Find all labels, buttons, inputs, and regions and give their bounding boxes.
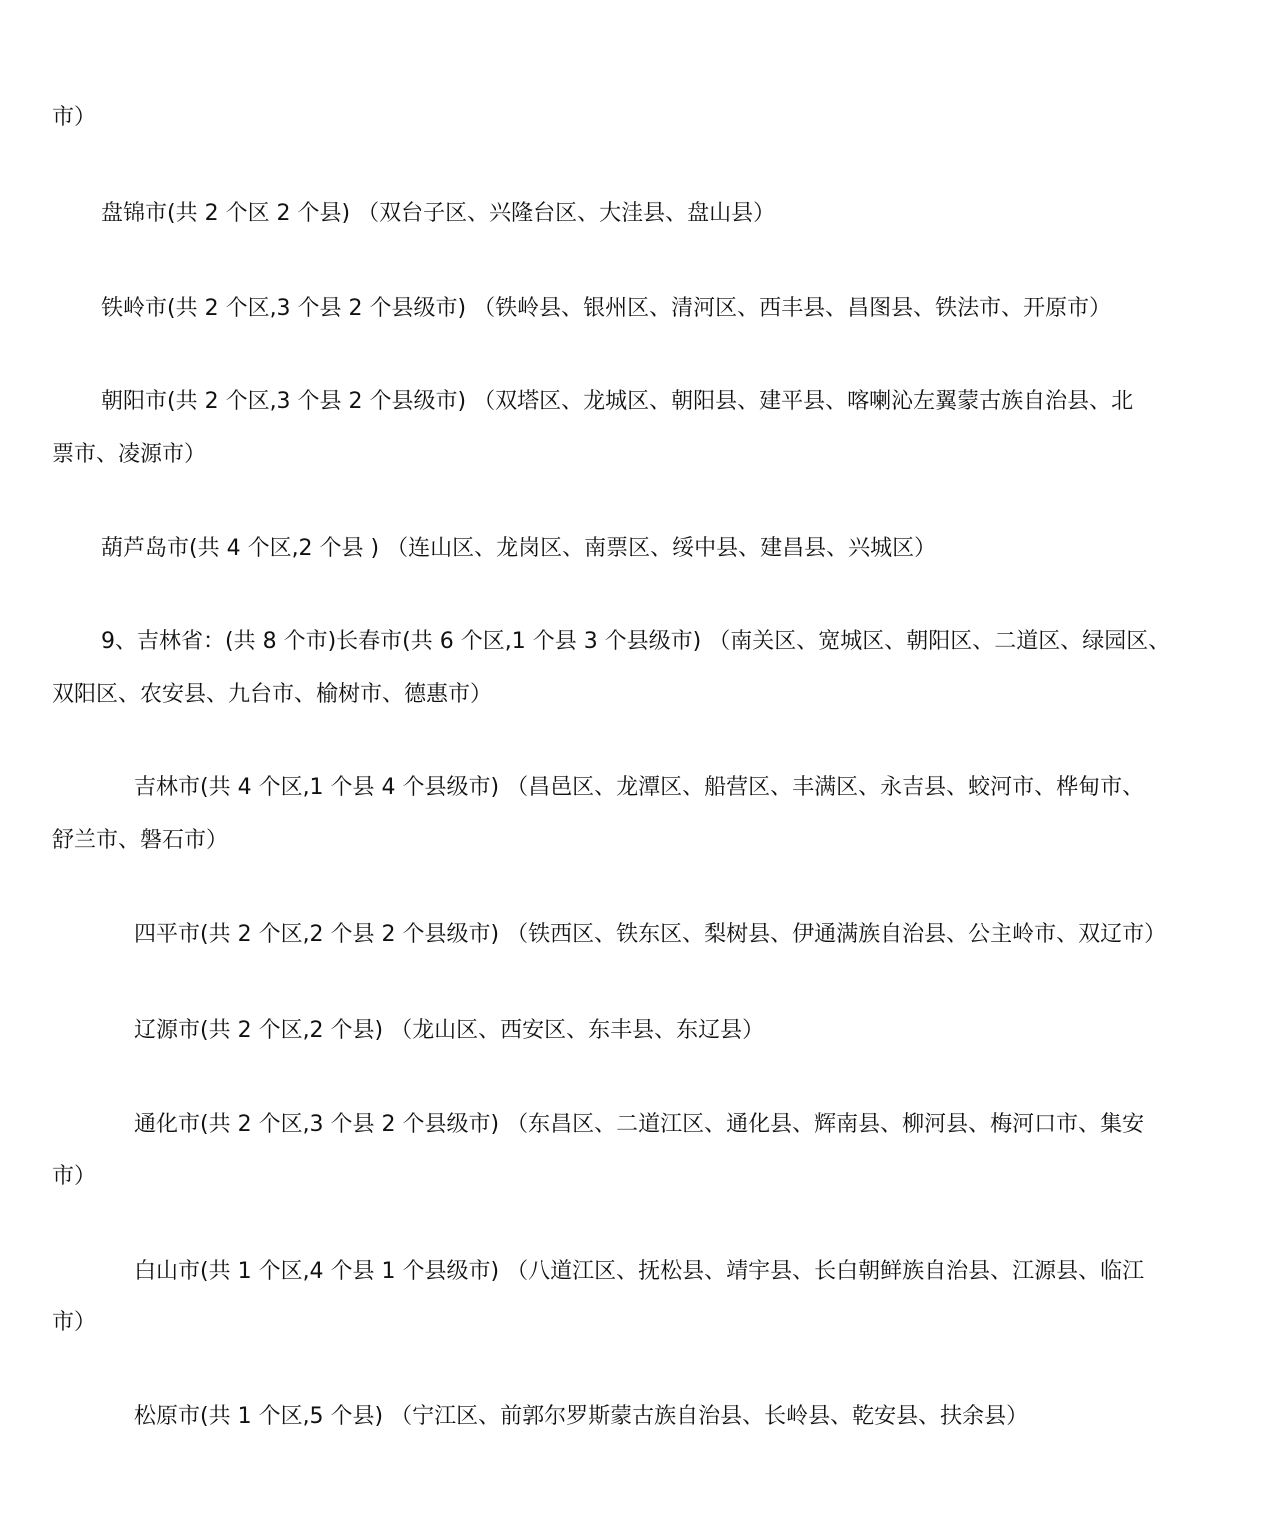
text-line: 铁岭市(共 2 个区,3 个县 2 个县级市) （铁岭县、银州区、清河区、西丰县、昌图县、铁法市、开原市） bbox=[101, 296, 1112, 321]
text-line: 朝阳市(共 2 个区,3 个县 2 个县级市) （双塔区、龙城区、朝阳县、建平县、喀喇沁左翼蒙古族自治县、北 bbox=[101, 389, 1134, 414]
text-line: 票市、凌源市） bbox=[52, 442, 207, 467]
text-line: 松原市(共 1 个区,5 个县) （宁江区、前郭尔罗斯蒙古族自治县、长岭县、乾安县、扶余县） bbox=[134, 1404, 1029, 1429]
text-line: 盘锦市(共 2 个区 2 个县) （双台子区、兴隆台区、大洼县、盘山县） bbox=[101, 201, 776, 226]
text-line: 9、吉林省：(共 8 个市)长春市(共 6 个区,1 个县 3 个县级市) （南关区、宽城区、朝阳区、二道区、绿园区、 bbox=[101, 629, 1171, 654]
text-line: 通化市(共 2 个区,3 个县 2 个县级市) （东昌区、二道江区、通化县、辉南县、柳河县、梅河口市、集安 bbox=[134, 1112, 1145, 1137]
text-line: 吉林市(共 4 个区,1 个县 4 个县级市) （昌邑区、龙潭区、船营区、丰满区、永吉县、蛟河市、桦甸市、 bbox=[134, 775, 1145, 800]
text-line: 白山市(共 1 个区,4 个县 1 个县级市) （八道江区、抚松县、靖宇县、长白朝鲜族自治县、江源县、临江 bbox=[134, 1259, 1145, 1284]
text-line: 市） bbox=[52, 105, 97, 130]
text-line: 市） bbox=[52, 1310, 97, 1335]
text-line: 双阳区、农安县、九台市、榆树市、德惠市） bbox=[52, 682, 493, 707]
text-line: 四平市(共 2 个区,2 个县 2 个县级市) （铁西区、铁东区、梨树县、伊通满族自治县、公主岭市、双辽市） bbox=[134, 922, 1167, 947]
text-line: 市） bbox=[52, 1164, 97, 1189]
text-line: 辽源市(共 2 个区,2 个县) （龙山区、西安区、东丰县、东辽县） bbox=[134, 1018, 765, 1043]
text-line: 舒兰市、磐石市） bbox=[52, 828, 229, 853]
text-line: 葫芦岛市(共 4 个区,2 个县 ) （连山区、龙岗区、南票区、绥中县、建昌县、兴城区） bbox=[101, 536, 937, 561]
